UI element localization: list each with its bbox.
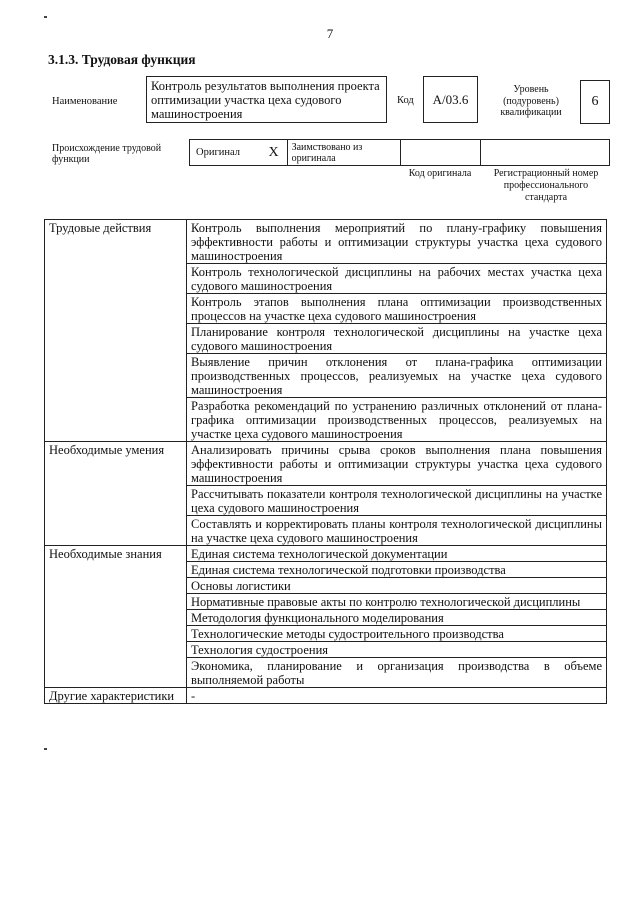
item-cell: Контроль выполнения мероприятий по плану-графику повышения эффективности работы и оптимизации структуры участка цеха судового машиностроения <box>187 220 607 264</box>
level-label: Уровень (подуровень) квалификации <box>500 84 562 118</box>
item-cell: Методология функционального моделирования <box>187 610 607 626</box>
code-box: A/03.6 <box>423 76 478 123</box>
item-cell: Разработка рекомендаций по устранению различных отклонений от плана-графика оптимизации производственных процессов, реализуемых на участке цеха судового машиностроения <box>187 398 607 442</box>
item-cell: Выявление причин отклонения от плана-графика оптимизации производственных процессов, реализуемых на участке цеха судового машиностроения <box>187 354 607 398</box>
table-row <box>45 688 607 704</box>
item-cell: Контроль технологической дисциплины на рабочих местах участка цеха судового машиностроения <box>187 264 607 294</box>
name-label: Наименование <box>52 96 118 107</box>
item-cell: Контроль этапов выполнения плана оптимизации производственных процессов на участке цеха судового машиностроения <box>187 294 607 324</box>
registration-number-cell <box>481 140 609 165</box>
category-cell: Необходимые умения <box>45 442 187 546</box>
page-number: 7 <box>326 26 334 41</box>
table-row <box>45 220 607 264</box>
function-name-box: Контроль результатов выполнения проекта оптимизации участка цеха судового машиностроения <box>146 76 387 123</box>
item-cell: Рассчитывать показатели контроля технологической дисциплины на участке цеха судового машиностроения <box>187 486 607 516</box>
origin-original-cell <box>190 140 288 165</box>
level-box: 6 <box>580 80 610 124</box>
item-cell: Нормативные правовые акты по контролю технологической дисциплины <box>187 594 607 610</box>
registration-caption: Регистрационный номер профессионального стандарта <box>493 168 599 203</box>
item-cell: Экономика, планирование и организация производства в объеме выполняемой работы <box>187 658 607 688</box>
scan-mark <box>44 16 47 18</box>
code-caption: Код оригинала <box>408 168 472 179</box>
item-cell: Единая система технологической подготовки производства <box>187 562 607 578</box>
item-cell: Основы логистики <box>187 578 607 594</box>
section-title: 3.1.3. Трудовая функция <box>48 52 196 67</box>
code-label: Код <box>397 95 414 106</box>
table-row <box>45 442 607 486</box>
original-code-cell <box>401 140 481 165</box>
original-mark: X <box>268 144 279 160</box>
table-row <box>45 546 607 562</box>
category-cell: Трудовые действия <box>45 220 187 442</box>
origin-row <box>189 139 610 166</box>
category-cell: Необходимые знания <box>45 546 187 688</box>
item-cell: Единая система технологической документации <box>187 546 607 562</box>
item-cell: Технология судостроения <box>187 642 607 658</box>
original-label: Оригинал <box>196 147 240 158</box>
scan-mark <box>44 748 47 750</box>
category-cell: Другие характеристики <box>45 688 187 704</box>
item-cell: Технологические методы судостроительного производства <box>187 626 607 642</box>
borrowed-label: Заимствовано из оригинала <box>288 140 401 165</box>
item-cell: - <box>187 688 607 704</box>
item-cell: Составлять и корректировать планы контроля технологической дисциплины на участке цеха судового машиностроения <box>187 516 607 546</box>
item-cell: Анализировать причины срыва сроков выполнения плана повышения эффективности работы и оптимизации структуры участка цеха судового машиностроения <box>187 442 607 486</box>
origin-label: Происхождение трудовой функции <box>52 143 162 165</box>
item-cell: Планирование контроля технологической дисциплины на участке цеха судового машиностроения <box>187 324 607 354</box>
function-table <box>44 219 607 704</box>
